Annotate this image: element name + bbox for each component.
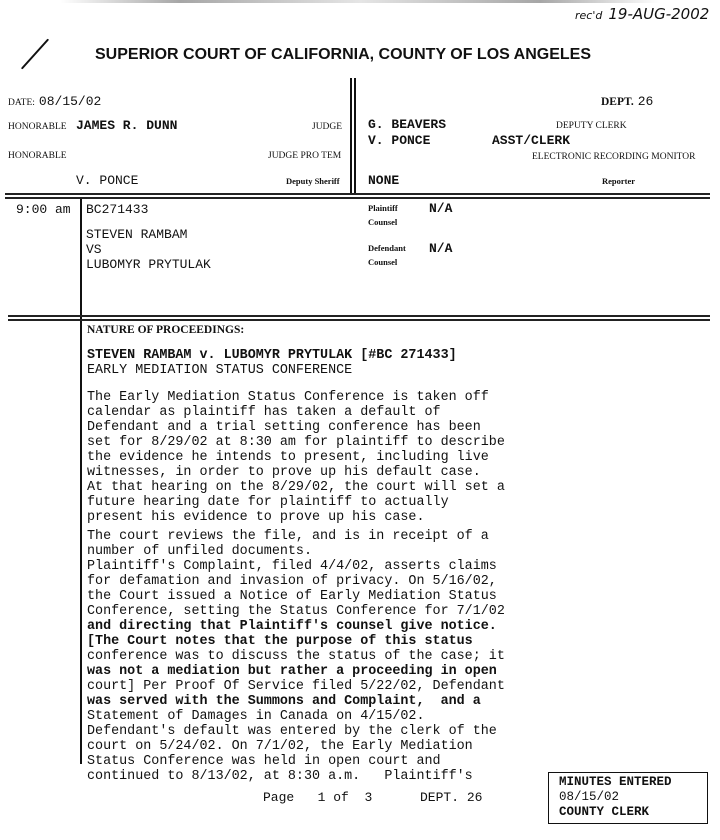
paragraph-line: court on 5/24/02. On 7/1/02, the Early Mediation (87, 739, 473, 754)
dept-label: DEPT. (601, 96, 634, 108)
page-indicator (263, 791, 372, 806)
paragraph-line: number of unfiled documents. (87, 544, 312, 559)
reporter-label: Reporter (602, 176, 636, 186)
proceedings-paragraph-1 (87, 390, 505, 525)
time-column-divider (80, 199, 82, 764)
proceedings-paragraph-2 (87, 529, 505, 784)
minutes-entered-label: MINUTES ENTERED (559, 775, 672, 789)
deputy-clerk-label: DEPUTY CLERK (556, 121, 627, 131)
received-stamp-date: 19-AUG-2002 (608, 5, 710, 23)
header-divider-right (354, 78, 356, 195)
proceedings-heading: NATURE OF PROCEEDINGS: (87, 324, 245, 336)
hearing-time: 9:00 am (16, 202, 71, 217)
paragraph-line: Defendant's default was entered by the clerk of the (87, 724, 497, 739)
page-label: Page (263, 790, 295, 805)
paragraph-line: Statement of Damages in Canada on 4/15/02. (87, 709, 425, 724)
plaintiff-counsel-label-1: Plaintiff (368, 203, 398, 213)
paragraph-line: court] Per Proof Of Service filed 5/22/02, Defendant (87, 679, 505, 694)
paragraph-line: for defamation and invasion of privacy. On 5/16/02, (87, 574, 497, 589)
paragraph-line: The court reviews the file, and is in receipt of a (87, 529, 489, 544)
paragraph-line: [The Court notes that the purpose of this status (87, 634, 473, 649)
minutes-entered-date: 08/15/02 (559, 790, 620, 804)
paragraph-line: Status Conference was held in open court and (87, 754, 441, 769)
plaintiff-counsel-value: N/A (429, 201, 453, 216)
header-rule-top (5, 193, 710, 195)
page-current: 1 (317, 790, 326, 805)
erm-label: ELECTRONIC RECORDING MONITOR (532, 152, 696, 162)
page-total: 3 (364, 790, 373, 805)
judge-pro-tem-label: JUDGE PRO TEM (268, 151, 342, 161)
date-value: 08/15/02 (38, 94, 102, 109)
versus-label: VS (86, 242, 102, 257)
reporter-name: NONE (368, 173, 400, 188)
scan-edge-shadow (60, 0, 660, 3)
asst-clerk-label: ASST/CLERK (492, 133, 571, 148)
date-label: DATE: (8, 98, 35, 108)
paragraph-line: witnesses, in order to prove up his default case. (87, 465, 481, 480)
case-number: BC271433 (86, 202, 149, 217)
proceedings-caption-line-2: EARLY MEDIATION STATUS CONFERENCE (87, 363, 353, 378)
dept-value: 26 (637, 94, 654, 109)
header-divider-left (350, 78, 352, 195)
handwritten-slash-mark (21, 38, 49, 69)
defendant-counsel-label-1: Defendant (368, 243, 406, 253)
defendant-counsel-label-2: Counsel (368, 257, 398, 267)
paragraph-line: Plaintiff's Complaint, filed 4/4/02, asserts claims (87, 559, 497, 574)
proceedings-rule-bottom (8, 319, 710, 321)
honorable-label-1: HONORABLE (8, 122, 67, 132)
page-of-label: of (333, 790, 349, 805)
defendant-name: LUBOMYR PRYTULAK (86, 257, 211, 272)
minutes-entered-stamp (548, 772, 708, 824)
paragraph-line: Defendant and a trial setting conference has been (87, 420, 481, 435)
received-stamp (575, 5, 709, 23)
defendant-counsel-value: N/A (429, 241, 453, 256)
paragraph-line: was served with the Summons and Complaint, and a (87, 694, 481, 709)
asst-clerk-name: V. PONCE (368, 133, 431, 148)
paragraph-line: Conference, setting the Status Conference for 7/1/02 (87, 604, 505, 619)
honorable-label-2: HONORABLE (8, 151, 67, 161)
court-title: SUPERIOR COURT OF CALIFORNIA, COUNTY OF LOS ANGELES (95, 46, 592, 63)
paragraph-line: calendar as plaintiff has taken a default of (87, 405, 441, 420)
paragraph-line: and directing that Plaintiff's counsel give notice. (87, 619, 497, 634)
proceedings-rule-top (8, 315, 710, 317)
dept-field (601, 92, 653, 110)
paragraph-line: continued to 8/13/02, at 8:30 a.m. Plaintiff's (87, 769, 473, 784)
paragraph-line: present his evidence to prove up his case. (87, 510, 425, 525)
paragraph-line: the evidence he intends to present, including live (87, 450, 489, 465)
paragraph-line: set for 8/29/02 at 8:30 am for plaintiff to describe (87, 435, 505, 450)
footer-dept-value: 26 (466, 790, 483, 805)
deputy-sheriff-label: Deputy Sheriff (286, 176, 340, 186)
paragraph-line: was not a mediation but rather a proceeding in open (87, 664, 497, 679)
paragraph-line: At that hearing on the 8/29/02, the court will set a (87, 480, 505, 495)
footer-dept-label: DEPT. (420, 790, 460, 805)
received-stamp-prefix: rec'd (575, 9, 603, 22)
header-rule-bottom (5, 197, 710, 199)
paragraph-line: future hearing date for plaintiff to actually (87, 495, 449, 510)
deputy-clerk-name: G. BEAVERS (368, 117, 447, 132)
plaintiff-name: STEVEN RAMBAM (86, 227, 188, 242)
minutes-entered-by: COUNTY CLERK (559, 805, 650, 819)
plaintiff-counsel-label-2: Counsel (368, 217, 398, 227)
proceedings-caption-line-1: STEVEN RAMBAM v. LUBOMYR PRYTULAK [#BC 271433] (87, 348, 457, 363)
judge-label: JUDGE (312, 122, 343, 132)
deputy-sheriff-name: V. PONCE (76, 173, 139, 188)
paragraph-line: conference was to discuss the status of the case; it (87, 649, 505, 664)
paragraph-line: the Court issued a Notice of Early Mediation Status (87, 589, 497, 604)
footer-dept (420, 791, 482, 806)
date-field (8, 92, 101, 110)
judge-name: JAMES R. DUNN (76, 118, 178, 133)
paragraph-line: The Early Mediation Status Conference is taken off (87, 390, 489, 405)
